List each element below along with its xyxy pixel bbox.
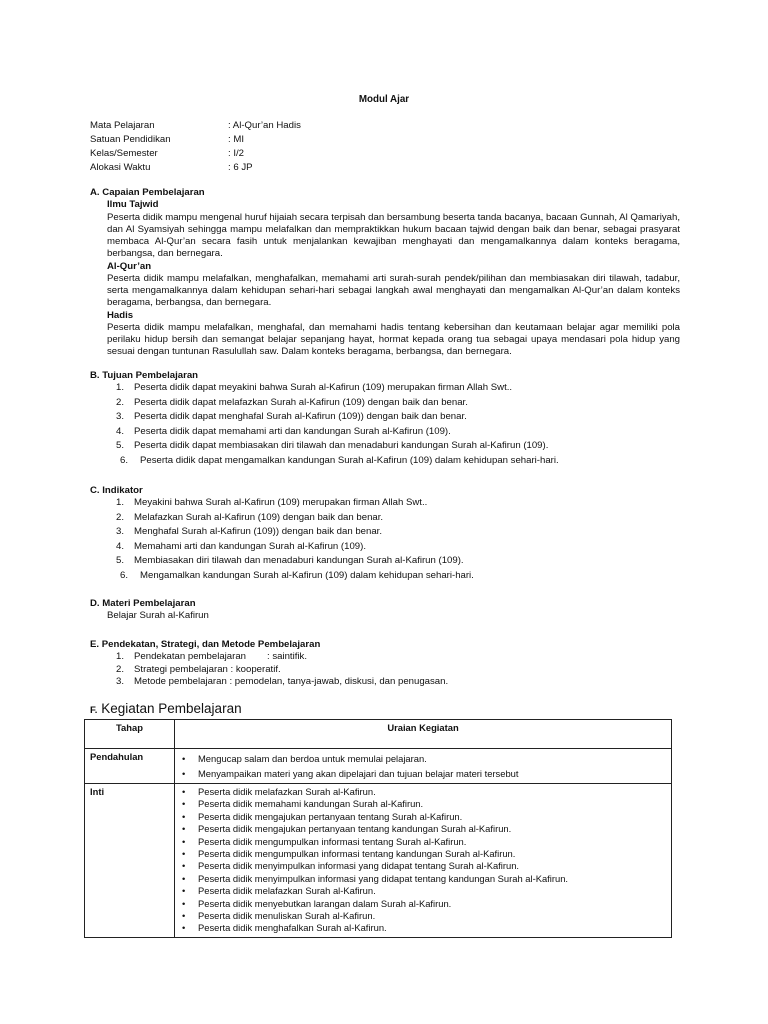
- list-text: Peserta didik dapat menghafal Surah al-Kafirun (109)) dengan baik dan benar.: [134, 411, 467, 423]
- list-number: 3.: [115, 676, 124, 688]
- section-heading: C. Indikator: [90, 485, 143, 496]
- list-text: Menghafal Surah al-Kafirun (109)) dengan baik dan benar.: [134, 526, 383, 538]
- meta-row: [90, 134, 301, 148]
- list-number: 5.: [115, 555, 124, 567]
- list-number: 6.: [119, 454, 128, 466]
- section-tujuan: [90, 370, 680, 469]
- list-number: 1.: [115, 382, 124, 394]
- table-header: Uraian Kegiatan: [175, 720, 672, 749]
- list-item: [90, 555, 680, 570]
- meta-value: : I/2: [228, 148, 244, 159]
- list-item: [90, 541, 680, 556]
- section-capaian: [90, 187, 680, 359]
- meta-value: : Al-Qur’an Hadis: [228, 120, 301, 131]
- document-title: Modul Ajar: [358, 94, 410, 105]
- list-number: 2.: [115, 511, 124, 523]
- list-item: • Peserta didik mengumpulkan informasi tentang Surah al-Kafirun.: [180, 836, 666, 848]
- meta-value: : 6 JP: [228, 162, 253, 173]
- subsection-text: Peserta didik mampu melafalkan, menghafalkan, memahami arti surah-surah pendek/pilihan dan membiasakan diri tilawah, tadabur, serta mengamalkannya dalam kehidupan sehari-hari sebagai langkah awal menghayati dan mengamalkan Al-Qur’an dalam konteks beragama, berbangsa, dan bernegara.: [107, 272, 680, 309]
- meta-row: [90, 120, 301, 134]
- list-item: • Peserta didik menyimpulkan informasi yang didapat tentang Surah al-Kafirun.: [180, 860, 666, 872]
- meta-key: Kelas/Semester: [90, 148, 158, 159]
- list-text: Melafazkan Surah al-Kafirun (109) dengan baik dan benar.: [134, 511, 384, 523]
- list-text: Meyakini bahwa Surah al-Kafirun (109) merupakan firman Allah Swt..: [134, 497, 428, 509]
- list-text: Peserta didik dapat melafazkan Surah al-Kafirun (109) dengan baik dan benar.: [134, 396, 468, 408]
- section-heading: D. Materi Pembelajaran: [90, 598, 196, 609]
- list-item: [90, 382, 680, 397]
- tahap-cell: Inti: [85, 784, 175, 938]
- list-item: [90, 397, 680, 412]
- table-header-row: [85, 720, 672, 749]
- list-text: Mengamalkan kandungan Surah al-Kafirun (109) dalam kehidupan sehari-hari.: [140, 569, 474, 581]
- section-heading: B. Tujuan Pembelajaran: [90, 370, 199, 381]
- list-item: [90, 664, 680, 677]
- list-item: • Mengucap salam dan berdoa untuk memulai pelajaran.: [180, 751, 666, 766]
- list-item: [90, 497, 680, 512]
- section-kegiatan-heading: [90, 700, 242, 717]
- meta-key: Satuan Pendidikan: [90, 134, 171, 145]
- list-item: • Peserta didik menuliskan Surah al-Kafirun.: [180, 910, 666, 922]
- subsection-heading: Ilmu Tajwid: [107, 199, 159, 211]
- subsection-heading: Hadis: [107, 309, 134, 321]
- list-text: Peserta didik dapat memahami arti dan kandungan Surah al-Kafirun (109).: [134, 425, 451, 437]
- list-item: [90, 426, 680, 441]
- list-text: Peserta didik dapat mengamalkan kandungan Surah al-Kafirun (109) dalam kehidupan sehari-hari.: [140, 454, 559, 466]
- list-item: • Peserta didik menyimpulkan informasi yang didapat tentang kandungan Surah al-Kafirun.: [180, 873, 666, 885]
- list-item: • Peserta didik menyebutkan larangan dalam Surah al-Kafirun.: [180, 898, 666, 910]
- list-number: 3.: [115, 411, 124, 423]
- subsection-text: Peserta didik mampu mengenal huruf hijaiah secara terpisah dan bersambung beserta tanda bacanya, bacaan Gunnah, Al Qamariyah, dan Al Syamsiyah sehingga mampu melafalkan dan mempraktikkan hukum bacaan tajwid dengan baik dan benar, sebagai prasyarat membaca Al-Qur’an secara fasih untuk menjalankan kewajiban menghayati dan mengamalkannya dalam konteks beragama, berbangsa, dan bernegara.: [107, 211, 680, 260]
- module-info: [90, 120, 301, 176]
- list-item: [90, 651, 680, 664]
- list-item: [90, 440, 680, 455]
- list-number: 3.: [115, 526, 124, 538]
- list-number: 6.: [119, 569, 128, 581]
- kegiatan-table: [84, 719, 672, 938]
- list-key: Pendekatan pembelajaran: [134, 651, 247, 663]
- list-text: Memahami arti dan kandungan Surah al-Kafirun (109).: [134, 540, 366, 552]
- list-number: 4.: [115, 425, 124, 437]
- list-item: • Peserta didik melafazkan Surah al-Kafirun.: [180, 786, 666, 798]
- section-heading: E. Pendekatan, Strategi, dan Metode Pembelajaran: [90, 639, 321, 650]
- list-item: • Menyampaikan materi yang akan dipelajari dan tujuan belajar materi tersebut: [180, 766, 666, 781]
- section-materi: [90, 598, 680, 623]
- table-row: [85, 784, 672, 938]
- uraian-cell: [175, 749, 672, 784]
- meta-row: [90, 148, 301, 162]
- list-item: [90, 512, 680, 527]
- list-item: • Peserta didik melafazkan Surah al-Kafirun.: [180, 885, 666, 897]
- list-number: 4.: [115, 540, 124, 552]
- list-item: [90, 676, 680, 689]
- indikator-list: [90, 497, 680, 584]
- list-number: 5.: [115, 440, 124, 452]
- section-heading: A. Capaian Pembelajaran: [90, 187, 205, 198]
- uraian-cell: [175, 784, 672, 938]
- section-title: Kegiatan Pembelajaran: [101, 701, 242, 716]
- meta-value: : MI: [228, 134, 244, 145]
- materi-text: Belajar Surah al-Kafirun: [107, 610, 209, 622]
- bullet-list: [180, 751, 666, 781]
- list-item: [90, 455, 680, 470]
- list-value: : saintifik.: [267, 651, 307, 663]
- subsection-tajwid: [90, 199, 680, 358]
- section-prefix: F.: [90, 705, 98, 716]
- bullet-list: [180, 786, 666, 935]
- list-number: 2.: [115, 663, 124, 675]
- list-text: Metode pembelajaran : pemodelan, tanya-jawab, diskusi, dan penugasan.: [134, 676, 449, 688]
- list-number: 1.: [115, 651, 124, 663]
- meta-key: Mata Pelajaran: [90, 120, 155, 131]
- list-item: • Peserta didik mengajukan pertanyaan tentang kandungan Surah al-Kafirun.: [180, 823, 666, 835]
- list-text: Membiasakan diri tilawah dan menadaburi kandungan Surah al-Kafirun (109).: [134, 555, 464, 567]
- list-item: [90, 570, 680, 585]
- list-text: Peserta didik dapat membiasakan diri tilawah dan menadaburi kandungan Surah al-Kafirun (109).: [134, 440, 549, 452]
- list-item: [90, 411, 680, 426]
- table-header: Tahap: [85, 720, 175, 749]
- list-item: [90, 526, 680, 541]
- list-text: Peserta didik dapat meyakini bahwa Surah al-Kafirun (109) merupakan firman Allah Swt..: [134, 382, 513, 394]
- pendekatan-list: [90, 651, 680, 689]
- section-pendekatan: [90, 639, 680, 689]
- list-number: 2.: [115, 396, 124, 408]
- subsection-heading: Al-Qur’an: [107, 260, 152, 272]
- tujuan-list: [90, 382, 680, 469]
- meta-key: Alokasi Waktu: [90, 162, 151, 173]
- section-indikator: [90, 485, 680, 584]
- list-number: 1.: [115, 497, 124, 509]
- tahap-cell: Pendahulan: [85, 749, 175, 784]
- subsection-text: Peserta didik mampu melafalkan, menghafal, dan memahami hadis tentang kebersihan dan keutamaan belajar agar memiliki pola perilaku hidup bersih dan semangat belajar sepanjang hayat, hormat kepada orang tua sebagai upaya mendasari pola hidup yang sesuai dengan tuntunan Rasulullah saw. Dalam konteks beragama, berbangsa, dan bernegara.: [107, 321, 680, 358]
- list-item: • Peserta didik memahami kandungan Surah al-Kafirun.: [180, 798, 666, 810]
- list-item: • Peserta didik mengajukan pertanyaan tentang Surah al-Kafirun.: [180, 811, 666, 823]
- list-text: Strategi pembelajaran : kooperatif.: [134, 663, 281, 675]
- list-item: • Peserta didik mengumpulkan informasi tentang kandungan Surah al-Kafirun.: [180, 848, 666, 860]
- list-item: • Peserta didik menghafalkan Surah al-Kafirun.: [180, 922, 666, 934]
- table-row: [85, 749, 672, 784]
- meta-row: [90, 162, 301, 176]
